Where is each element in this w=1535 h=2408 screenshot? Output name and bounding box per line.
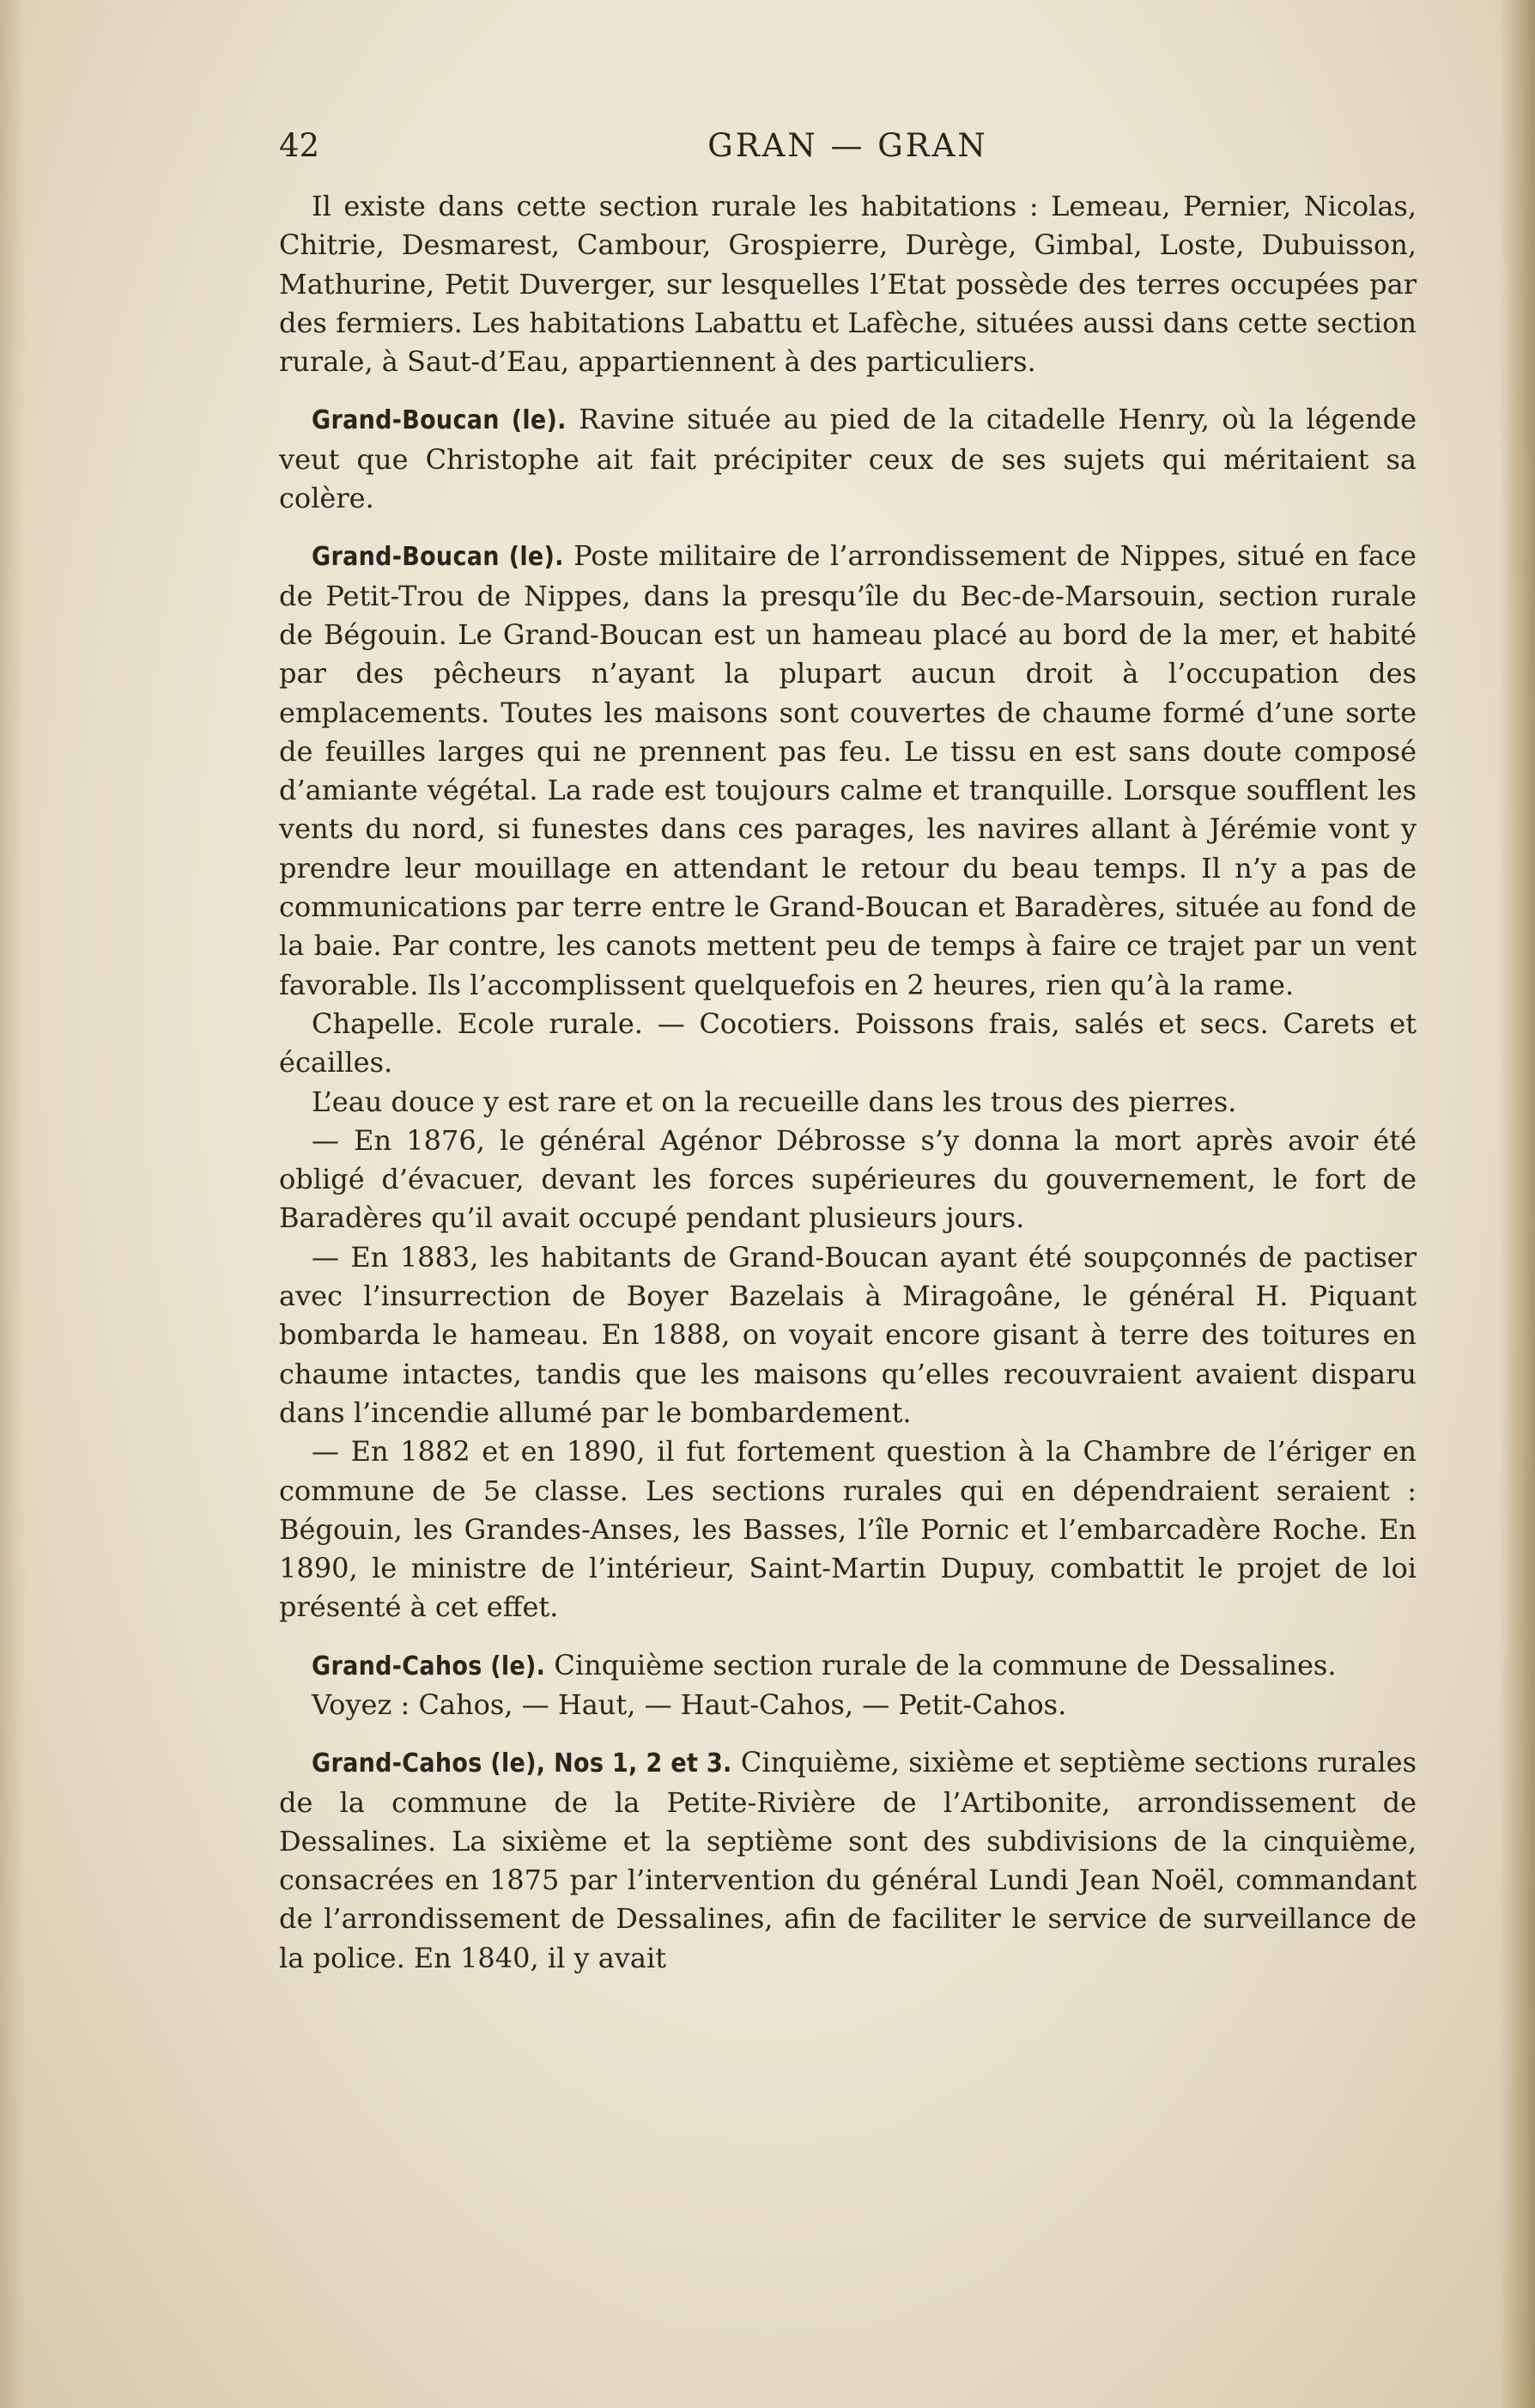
running-head [279,127,1417,179]
entry-text: Poste militaire de l’arrondissement de Nippes, situé en face de Petit-Trou de Nippes, dans la presqu’île du Bec-de-Marsouin, section rurale de Bégouin. Le Grand-Boucan est un hameau placé au bord de la mer, et habité par des pêcheurs n’ayant la plupart aucun droit à l’occupation des emplacements. Toutes les maisons sont couvertes de chaume formé d’une sorte de feuilles larges qui ne prennent pas feu. Le tissu en est sans doute composé d’amiante végétal. La rade est toujours calme et tranquille. Lorsque soufflent les vents du nord, si funestes dans ces parages, les navires allant à Jérémie vont y prendre leur mouillage en attendant le retour du beau temps. Il n’y a pas de communications par terre entre le Grand-Boucan et Baradères, située au fond de la baie. Par contre, les canots mettent peu de temps à faire ce trajet par un vent favorable. Ils l’accomplissent quelquefois en 2 heures, rien qu’à la rame. [279,539,1417,1001]
paragraph-1883 [279,1238,1417,1432]
entry-grand-cahos [279,1646,1417,1686]
paragraph-1882 [279,1432,1417,1627]
paragraph-text: Chapelle. Ecole rurale. — Cocotiers. Poissons frais, salés et secs. Carets et écailles. [279,1006,1417,1079]
paragraph-text: Voyez : Cahos, — Haut, — Haut-Cahos, — Petit-Cahos. [312,1687,1067,1721]
entry-grand-boucan-poste [279,537,1417,1005]
entry-headword: Grand-Boucan (le). [312,405,567,436]
paragraph-text: Il existe dans cette section rurale les habitations : Lemeau, Pernier, Nicolas, Chitrie, Desmarest, Cambour, Grospierre, Durège, Gimbal, Loste, Dubuisson, Mathurine, Petit Duverger, sur lesquelles l’Etat possède des terres occupées par des fermiers. Les habitations Labattu et Lafèche, situées aussi dans cette section rurale, à Saut-d’Eau, appartiennent à des particuliers. [279,190,1417,379]
dictionary-text [279,187,1417,1978]
paragraph-1876 [279,1122,1417,1238]
paragraph-eau-douce [279,1083,1417,1122]
running-title: GRAN — GRAN [707,127,988,164]
page-number: 42 [279,127,320,164]
page-right-shadow [1499,0,1535,2408]
entry-headword: Grand-Cahos (le), Nos 1, 2 et 3. [312,1748,732,1779]
entry-grand-boucan-ravine [279,400,1417,518]
page-left-shadow [0,0,26,2408]
paragraph-text: L’eau douce y est rare et on la recueille dans les trous des pierres. [312,1085,1237,1118]
entry-text: Ravine située au pied de la citadelle Henry, où la légende veut que Christophe ait fait précipiter ceux de ses sujets qui méritaient sa colère. [279,403,1417,515]
entry-grand-cahos-nos [279,1743,1417,1978]
paragraph-text: — En 1876, le général Agénor Débrosse s’y donna la mort après avoir été obligé d’évacuer, devant les forces supérieures du gouvernement, le fort de Baradères qu’il avait occupé pendant plusieurs jours. [279,1123,1417,1235]
paragraph-text: — En 1882 et en 1890, il fut fortement question à la Chambre de l’ériger en commune de 5e classe. Les sections rurales qui en dépendraient seraient : Bégouin, les Grandes-Anses, les Basses, l’île Pornic et l’embarcadère Roche. En 1890, le ministre de l’intérieur, Saint-Martin Dupuy, combattit le projet de loi présenté à cet effet. [279,1435,1417,1624]
paragraph-continuation [279,187,1417,381]
entry-headword: Grand-Cahos (le). [312,1651,546,1681]
paragraph-text: — En 1883, les habitants de Grand-Boucan ayant été soupçonnés de pactiser avec l’insurrection de Boyer Bazelais à Miragoâne, le général H. Piquant bombarda le hameau. En 1888, on voyait encore gisant à terre des toitures en chaume intactes, tandis que les maisons qu’elles recouvraient avaient disparu dans l’incendie allumé par le bombardement. [279,1240,1417,1429]
entry-text: Cinquième section rurale de la commune de Dessalines. [545,1648,1337,1681]
paragraph-chapelle [279,1005,1417,1083]
entry-text: Cinquième, sixième et septième sections rurales de la commune de la Petite-Rivière de l’Artibonite, arrondissement de Dessalines. La sixième et la septième sont des subdivisions de la cinquième, consacrées en 1875 par l’intervention du général Lundi Jean Noël, commandant de l’arrondissement de Dessalines, afin de faciliter le service de surveillance de la police. En 1840, il y avait [279,1746,1417,1974]
entry-headword: Grand-Boucan (le). [312,542,564,573]
paragraph-voyez [279,1686,1417,1724]
